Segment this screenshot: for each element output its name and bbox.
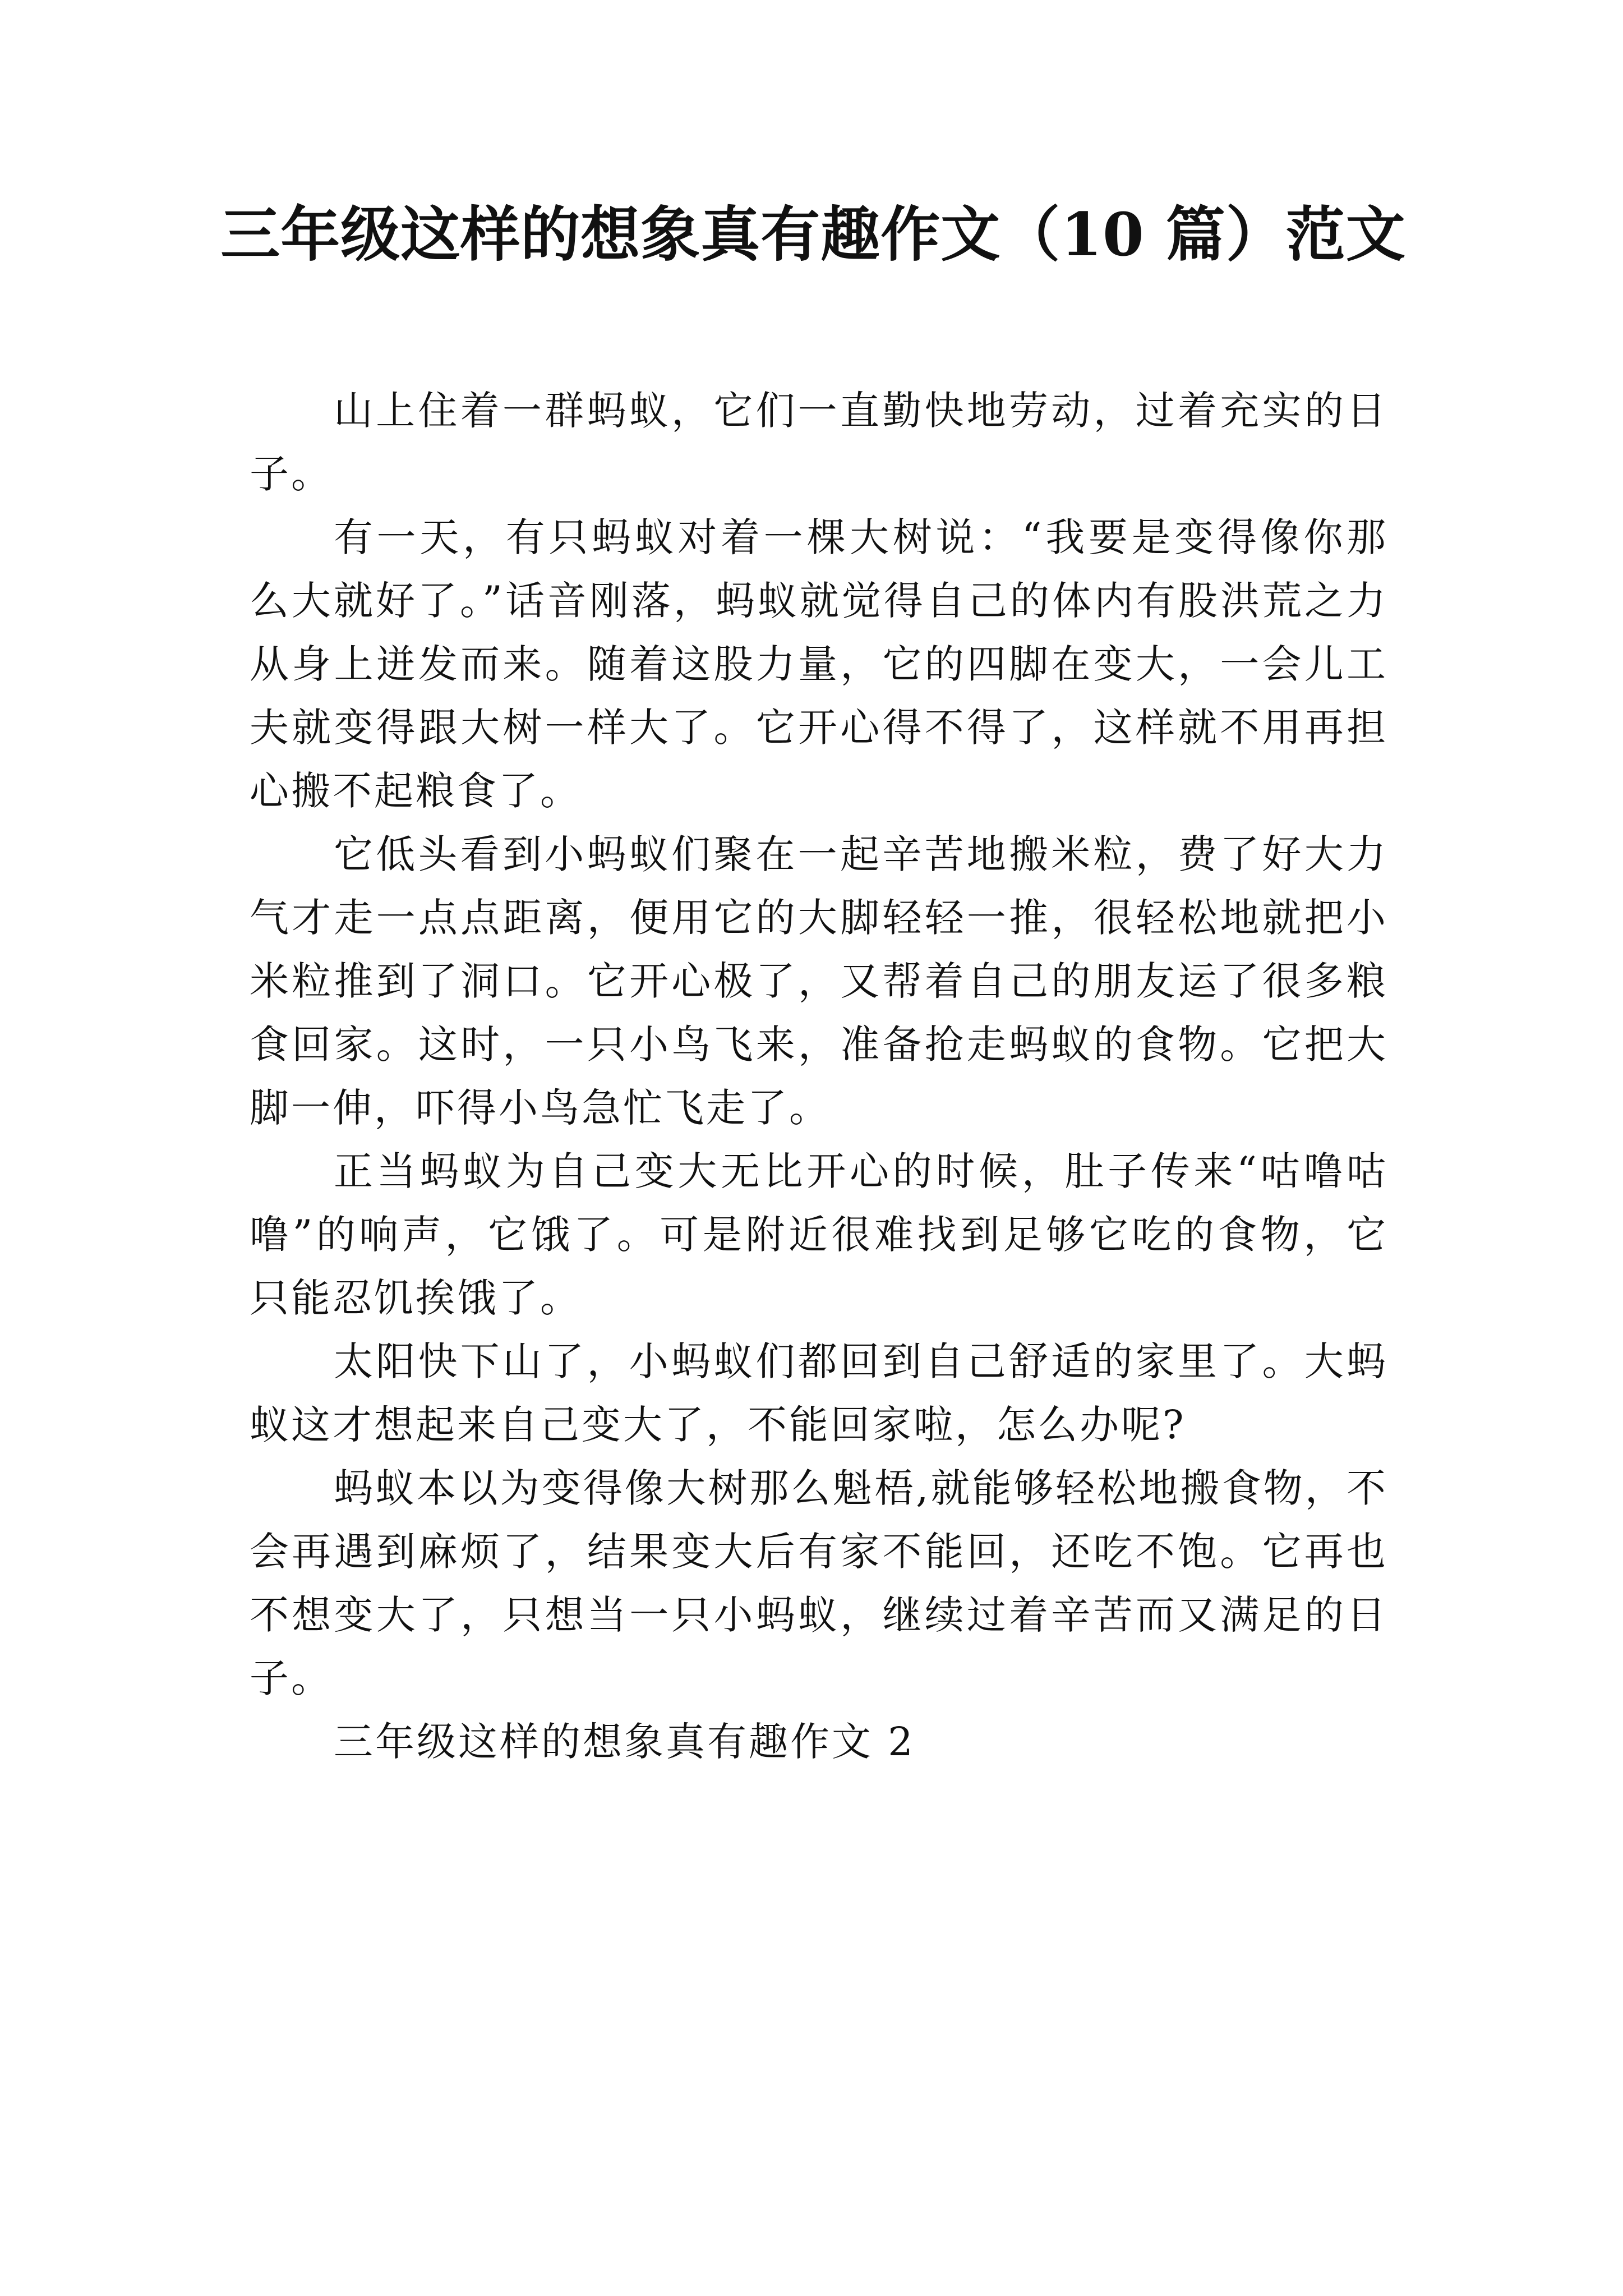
paragraph-6: 蚂蚁本以为变得像大树那么魁梧,就能够轻松地搬食物，不会再遇到麻烦了，结果变大后有家不能回，还吃不饱。它再也不想变大了，只想当一只小蚂蚁，继续过着辛苦而又满足的日子。 bbox=[250, 1465, 1388, 1701]
document-title: 三年级这样的想象真有趣作文（10 篇）范文 bbox=[220, 199, 1406, 269]
paragraph-1: 山上住着一群蚂蚁，它们一直勤快地劳动，过着充实的日子。 bbox=[250, 388, 1388, 497]
paragraph-5: 太阳快下山了，小蚂蚁们都回到自己舒适的家里了。大蚂蚁这才想起来自己变大了，不能回家啦，怎么办呢? bbox=[250, 1338, 1388, 1448]
section-subheading: 三年级这样的想象真有趣作文 2 bbox=[334, 1719, 915, 1765]
document-body bbox=[250, 379, 1388, 1774]
paragraph-3: 它低头看到小蚂蚁们聚在一起辛苦地搬米粒，费了好大力气才走一点点距离，便用它的大脚轻轻一推，很轻松地就把小米粒推到了洞口。它开心极了，又帮着自己的朋友运了很多粮食回家。这时，一只小鸟飞来，准备抢走蚂蚁的食物。它把大脚一伸，吓得小鸟急忙飞走了。 bbox=[250, 831, 1388, 1131]
paragraph-2: 有一天，有只蚂蚁对着一棵大树说：“我要是变得像你那么大就好了。”话音刚落，蚂蚁就觉得自己的体内有股洪荒之力从身上迸发而来。随着这股力量，它的四脚在变大，一会儿工夫就变得跟大树一样大了。它开心得不得了，这样就不用再担心搬不起粮食了。 bbox=[250, 514, 1388, 814]
paragraph-4: 正当蚂蚁为自己变大无比开心的时候，肚子传来“咕噜咕噜”的响声，它饿了。可是附近很难找到足够它吃的食物，它只能忍饥挨饿了。 bbox=[250, 1148, 1388, 1321]
